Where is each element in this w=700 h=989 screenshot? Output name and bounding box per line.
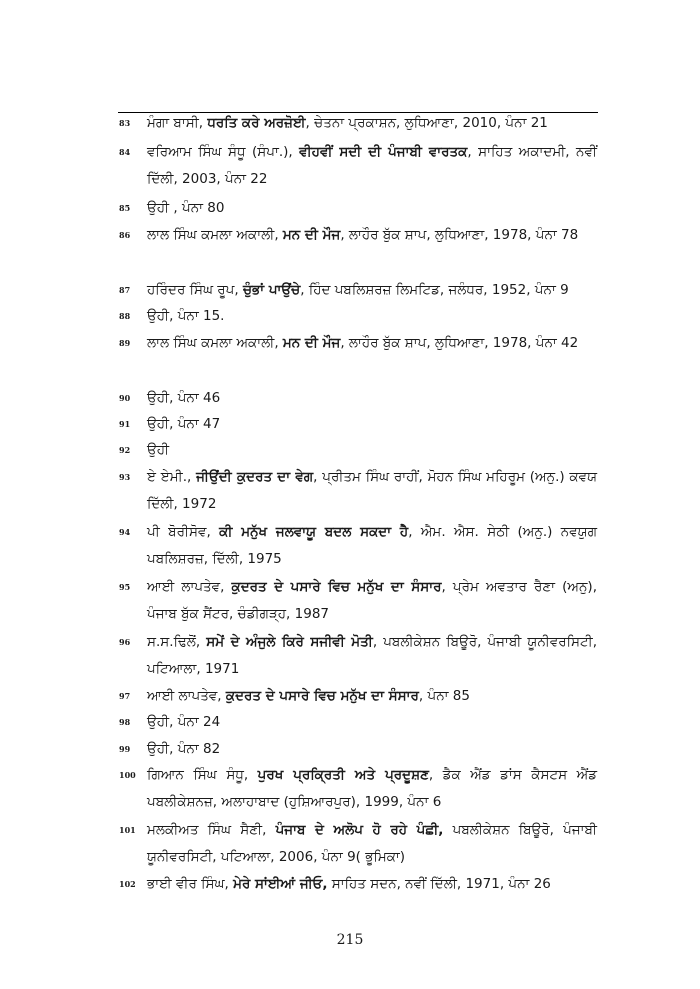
footnote-text: ਉਹੀ	[147, 442, 170, 458]
book-title: ਕੀ ਮਨੁੱਖ ਜਲਵਾਯੂ ਬਦਲ ਸਕਦਾ ਹੈ	[219, 524, 409, 540]
footnote-text: ਭਾਈ ਵੀਰ ਸਿੰਘ, ਮੇਰੇ ਸਾਂਈਆਂ ਜੀਓ, ਸਾਹਿਤ ਸਦਨ, ਨਵੀਂ ਦਿੱਲੀ, 1971, ਪੰਨਾ 26	[147, 876, 551, 892]
footnote-number: 93	[119, 472, 131, 482]
book-title: ਕੁਦਰਤ ਦੇ ਪਸਾਰੇ ਵਿਚ ਮਨੁੱਖ ਦਾ ਸੰਸਾਰ	[231, 579, 442, 595]
footnote-number: 96	[119, 637, 131, 647]
footnote-text: ਆਈ ਲਾਪਤੇਵ, ਕੁਦਰਤ ਦੇ ਪਸਾਰੇ ਵਿਚ ਮਨੁੱਖ ਦਾ ਸੰਸਾਰ, ਪ੍ਰੇਮ ਅਵਤਾਰ ਰੈਣਾ (ਅਨੁ), ਪੰਜਾਬ ਬੁੱਕ ਸੈਂਟਰ, ਚੰਡੀਗੜ੍ਹ, 1987	[147, 579, 597, 622]
footnote-text: ਉਹੀ, ਪੰਨਾ 24	[147, 714, 221, 730]
footnote-number: 102	[119, 879, 136, 889]
footnote-text: ਸ.ਸ.ਢਿਲੋਂ, ਸਮੇਂ ਦੇ ਅੰਜੁਲੇ ਕਿਰੇ ਸਜੀਵੀ ਮੋਤੀ, ਪਬਲੀਕੇਸ਼ਨ ਬਿਊਰੋ, ਪੰਜਾਬੀ ਯੂਨੀਵਰਸਿਟੀ, ਪਟਿਆਲਾ, 1971	[147, 634, 597, 677]
book-title: ਪੁਰਖ ਪ੍ਰਕ੍ਰਿਤੀ ਅਤੇ ਪ੍ਰਦੂਸ਼ਣ	[257, 767, 429, 783]
footnote-text: ਉਹੀ, ਪੰਨਾ 47	[147, 416, 221, 432]
footnote-text: ਉਹੀ , ਪੰਨਾ 80	[147, 200, 225, 216]
footnote-number: 100	[119, 770, 136, 780]
book-title: ਮੇਰੇ ਸਾਂਈਆਂ ਜੀਓ,	[233, 876, 328, 892]
footnote-number: 99	[119, 744, 131, 754]
footnote-text: ਉਹੀ, ਪੰਨਾ 15.	[147, 308, 225, 324]
footnote-number: 85	[119, 203, 131, 213]
footnote-number: 98	[119, 717, 131, 727]
footnote-text: ਮਲਕੀਅਤ ਸਿੰਘ ਸੈਣੀ, ਪੰਜਾਬ ਦੇ ਅਲੋਪ ਹੋ ਰਹੇ ਪੰਛੀ, ਪਬਲੀਕੇਸ਼ਨ ਬਿਊਰੋ, ਪੰਜਾਬੀ ਯੂਨੀਵਰਸਿਟੀ, ਪਟਿਆਲਾ, 2006, ਪੰਨਾ 9( ਭੂਮਿਕਾ)	[147, 822, 597, 865]
footnote-text: ਲਾਲ ਸਿੰਘ ਕਮਲਾ ਅਕਾਲੀ, ਮਨ ਦੀ ਮੌਜ, ਲਾਹੌਰ ਬੁੱਕ ਸ਼ਾਪ, ਲੁਧਿਆਣਾ, 1978, ਪੰਨਾ 42	[147, 335, 579, 351]
footnote-text: ਲਾਲ ਸਿੰਘ ਕਮਲਾ ਅਕਾਲੀ, ਮਨ ਦੀ ਮੌਜ, ਲਾਹੌਰ ਬੁੱਕ ਸ਼ਾਪ, ਲੁਧਿਆਣਾ, 1978, ਪੰਨਾ 78	[147, 227, 579, 243]
book-title: ਮਨ ਦੀ ਮੌਜ	[282, 227, 341, 243]
footnote-text: ਏ ਏਮੀ., ਜੀਉਂਦੀ ਕੁਦਰਤ ਦਾ ਵੇਗ, ਪ੍ਰੀਤਮ ਸਿੰਘ ਰਾਹੀਂ, ਮੋਹਨ ਸਿੰਘ ਮਹਿਰੂਮ (ਅਨੁ.) ਕਵਯ ਦਿੱਲੀ, 1972	[147, 469, 597, 512]
footnote-text: ਮੰਗਾ ਬਾਸੀ, ਧਰਤਿ ਕਰੇ ਅਰਜ਼ੋਈ, ਚੇਤਨਾ ਪ੍ਰਕਾਸ਼ਨ, ਲੁਧਿਆਣਾ, 2010, ਪੰਨਾ 21	[147, 115, 548, 131]
book-title: ਜੀਉਂਦੀ ਕੁਦਰਤ ਦਾ ਵੇਗ	[196, 469, 314, 485]
footnote-number: 90	[119, 393, 131, 403]
book-title: ਚੁੰਭਾਂ ਪਾਉਂਚੇ	[242, 282, 301, 298]
book-title: ਮਨ ਦੀ ਮੌਜ	[282, 335, 341, 351]
footnote-number: 89	[119, 338, 131, 348]
book-title: ਧਰਤਿ ਕਰੇ ਅਰਜ਼ੋਈ	[207, 115, 306, 131]
footnote-number: 83	[119, 118, 131, 128]
footnote-text: ਹਰਿੰਦਰ ਸਿੰਘ ਰੂਪ, ਚੁੰਭਾਂ ਪਾਉਂਚੇ, ਹਿੰਦ ਪਬਲਿਸ਼ਰਜ਼ ਲਿਮਟਿਡ, ਜਲੰਧਰ, 1952, ਪੰਨਾ 9	[147, 282, 569, 298]
book-title: ਸਮੇਂ ਦੇ ਅੰਜੁਲੇ ਕਿਰੇ ਸਜੀਵੀ ਮੋਤੀ	[206, 634, 373, 650]
page-number: 215	[336, 932, 364, 948]
footnote-text: ਆਈ ਲਾਪਤੇਵ, ਕੁਦਰਤ ਦੇ ਪਸਾਰੇ ਵਿਚ ਮਨੁੱਖ ਦਾ ਸੰਸਾਰ, ਪੰਨਾ 85	[147, 688, 470, 704]
book-title: ਕੁਦਰਤ ਦੇ ਪਸਾਰੇ ਵਿਚ ਮਨੁੱਖ ਦਾ ਸੰਸਾਰ	[225, 688, 419, 704]
footnote-text: ਗਿਆਨ ਸਿੰਘ ਸੰਧੂ, ਪੁਰਖ ਪ੍ਰਕ੍ਰਿਤੀ ਅਤੇ ਪ੍ਰਦੂਸ਼ਣ, ਡੈਕ ਐਂਡ ਡਾਂਸ ਕੈਸਟਸ ਐਂਡ ਪਬਲੀਕੇਸ਼ਨਜ਼, ਅਲਾਹਾਬਾਦ (ਹੁਸ਼ਿਆਰਪੁਰ), 1999, ਪੰਨਾ 6	[147, 767, 597, 810]
footnote-number: 95	[119, 582, 131, 592]
footnote-number: 87	[119, 285, 131, 295]
book-title: ਵੀਹਵੀਂ ਸਦੀ ਦੀ ਪੰਜਾਬੀ ਵਾਰਤਕ	[299, 144, 468, 160]
book-title: ਪੰਜਾਬ ਦੇ ਅਲੋਪ ਹੋ ਰਹੇ ਪੰਛੀ,	[275, 822, 444, 838]
footnote-number: 88	[119, 311, 131, 321]
footnote-number: 94	[119, 527, 131, 537]
footnote-number: 91	[119, 419, 131, 429]
footnote-number: 86	[119, 230, 131, 240]
footnote-number: 97	[119, 691, 131, 701]
footnote-text: ਵਰਿਆਮ ਸਿੰਘ ਸੰਧੂ (ਸੰਪਾ.), ਵੀਹਵੀਂ ਸਦੀ ਦੀ ਪੰਜਾਬੀ ਵਾਰਤਕ, ਸਾਹਿਤ ਅਕਾਦਮੀ, ਨਵੀਂ ਦਿੱਲੀ, 2003, ਪੰਨਾ 22	[147, 144, 597, 187]
footnote-number: 101	[119, 825, 136, 835]
footnote-text: ਪੀ ਬੋਰੀਸੋਵ, ਕੀ ਮਨੁੱਖ ਜਲਵਾਯੂ ਬਦਲ ਸਕਦਾ ਹੈ, ਐਮ. ਐਸ. ਸੇਠੀ (ਅਨੁ.) ਨਵਯੁਗ ਪਬਲਿਸ਼ਰਜ਼, ਦਿੱਲੀ, 1975	[147, 524, 597, 567]
footnote-number: 92	[119, 445, 131, 455]
footnote-number: 84	[119, 147, 131, 157]
footnote-text: ਉਹੀ, ਪੰਨਾ 46	[147, 390, 221, 406]
footnote-text: ਉਹੀ, ਪੰਨਾ 82	[147, 741, 221, 757]
